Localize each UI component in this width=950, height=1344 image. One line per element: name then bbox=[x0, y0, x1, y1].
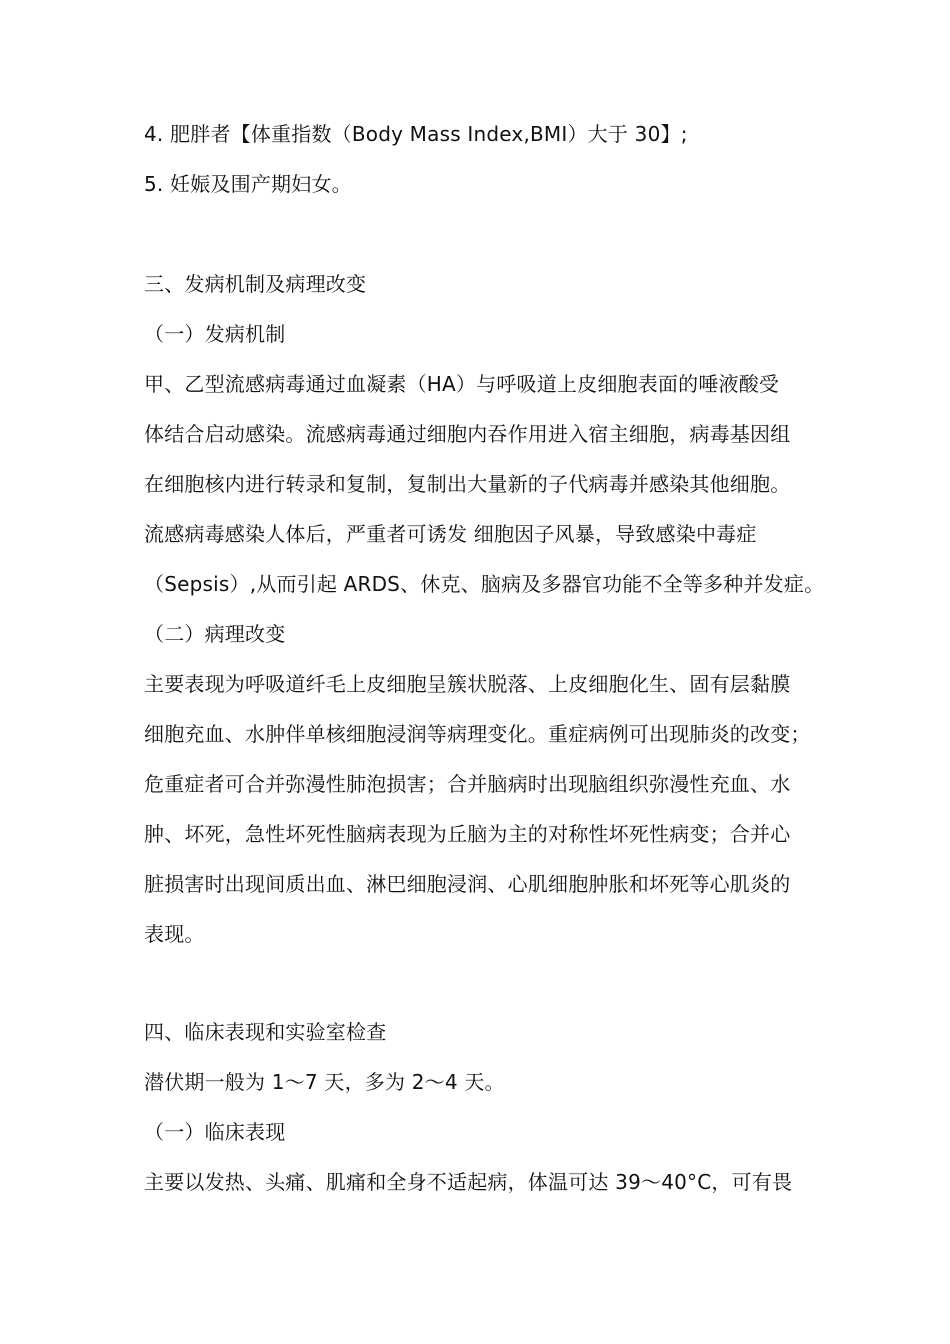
subsection-heading-pathology: （二）病理改变 bbox=[144, 622, 286, 646]
paragraph-line: 肿、坏死，急性坏死性脑病表现为丘脑为主的对称性坏死性病变；合并心 bbox=[144, 822, 791, 846]
paragraph-line: 主要表现为呼吸道纤毛上皮细胞呈簇状脱落、上皮细胞化生、固有层黏膜 bbox=[144, 672, 791, 696]
paragraph-line: 细胞充血、水肿伴单核细胞浸润等病理变化。重症病例可出现肺炎的改变； bbox=[144, 722, 811, 746]
paragraph-line: 主要以发热、头痛、肌痛和全身不适起病，体温可达 39～40°C，可有畏 bbox=[144, 1170, 793, 1194]
paragraph-line: 甲、乙型流感病毒通过血凝素（HA）与呼吸道上皮细胞表面的唾液酸受 bbox=[144, 372, 780, 396]
subsection-heading-clinical: （一）临床表现 bbox=[144, 1120, 286, 1144]
paragraph-line: 危重症者可合并弥漫性肺泡损害；合并脑病时出现脑组织弥漫性充血、水 bbox=[144, 772, 791, 796]
paragraph-line: 流感病毒感染人体后，严重者可诱发 细胞因子风暴，导致感染中毒症 bbox=[144, 522, 757, 546]
list-item-5: 5. 妊娠及围产期妇女。 bbox=[144, 172, 352, 196]
subsection-heading-mechanism: （一）发病机制 bbox=[144, 322, 286, 346]
list-item-4: 4. 肥胖者【体重指数（Body Mass Index,BMI）大于 30】; bbox=[144, 122, 688, 146]
paragraph-line: 潜伏期一般为 1～7 天，多为 2～4 天。 bbox=[144, 1070, 505, 1094]
paragraph-line: 表现。 bbox=[144, 922, 205, 946]
paragraph-line: （Sepsis）,从而引起 ARDS、休克、脑病及多器官功能不全等多种并发症。 bbox=[144, 572, 825, 596]
section-heading-4: 四、临床表现和实验室检查 bbox=[144, 1020, 387, 1044]
paragraph-line: 体结合启动感染。流感病毒通过细胞内吞作用进入宿主细胞，病毒基因组 bbox=[144, 422, 791, 446]
paragraph-line: 在细胞核内进行转录和复制，复制出大量新的子代病毒并感染其他细胞。 bbox=[144, 472, 791, 496]
section-heading-3: 三、发病机制及病理改变 bbox=[144, 272, 367, 296]
paragraph-line: 脏损害时出现间质出血、淋巴细胞浸润、心肌细胞肿胀和坏死等心肌炎的 bbox=[144, 872, 791, 896]
